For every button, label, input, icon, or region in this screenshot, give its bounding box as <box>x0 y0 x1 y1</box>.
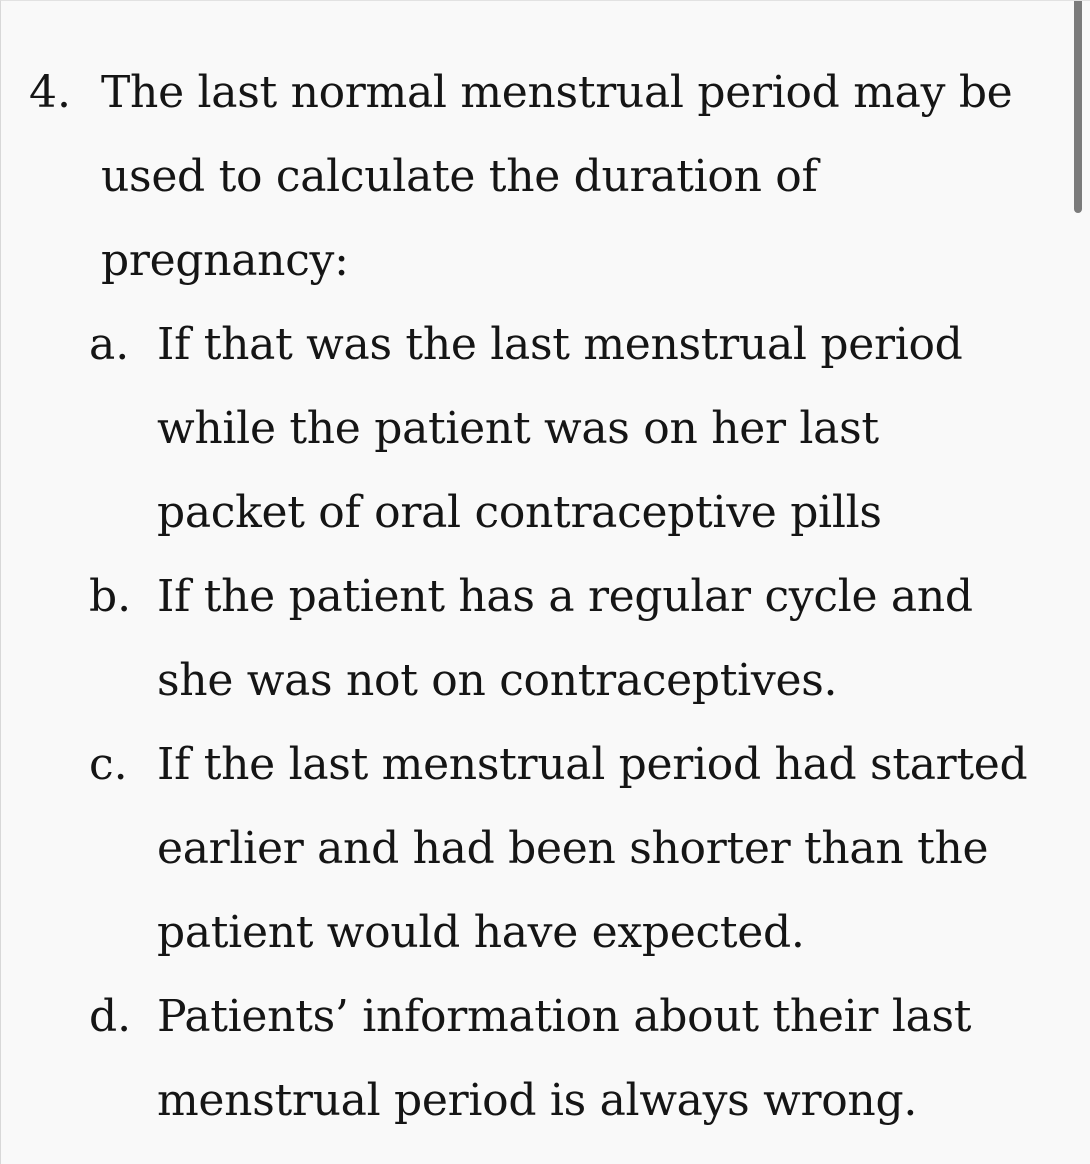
option-b-marker: b. <box>89 571 132 622</box>
question-line-2: used to calculate the duration of <box>101 151 818 202</box>
vertical-scrollbar[interactable] <box>1074 1 1082 213</box>
question-line-3: pregnancy: <box>101 235 349 286</box>
option-c-marker: c. <box>89 739 128 790</box>
option-a-line-3: packet of oral contraceptive pills <box>157 487 882 538</box>
option-b-line-2: she was not on contraceptives. <box>157 655 838 706</box>
option-a-line-1: If that was the last menstrual period <box>157 319 963 370</box>
option-b-line-1: If the patient has a regular cycle and <box>157 571 973 622</box>
option-d-line-2: menstrual period is always wrong. <box>157 1075 918 1126</box>
option-c-line-1: If the last menstrual period had started <box>157 739 1028 790</box>
option-a-line-2: while the patient was on her last <box>157 403 879 454</box>
question-line-1: The last normal menstrual period may be <box>101 67 1013 118</box>
question-number: 4. <box>29 67 71 118</box>
option-c-line-2: earlier and had been shorter than the <box>157 823 989 874</box>
option-d-line-1: Patients’ information about their last <box>157 991 972 1042</box>
option-d-marker: d. <box>89 991 132 1042</box>
option-c-line-3: patient would have expected. <box>157 907 805 958</box>
option-a-marker: a. <box>89 319 130 370</box>
